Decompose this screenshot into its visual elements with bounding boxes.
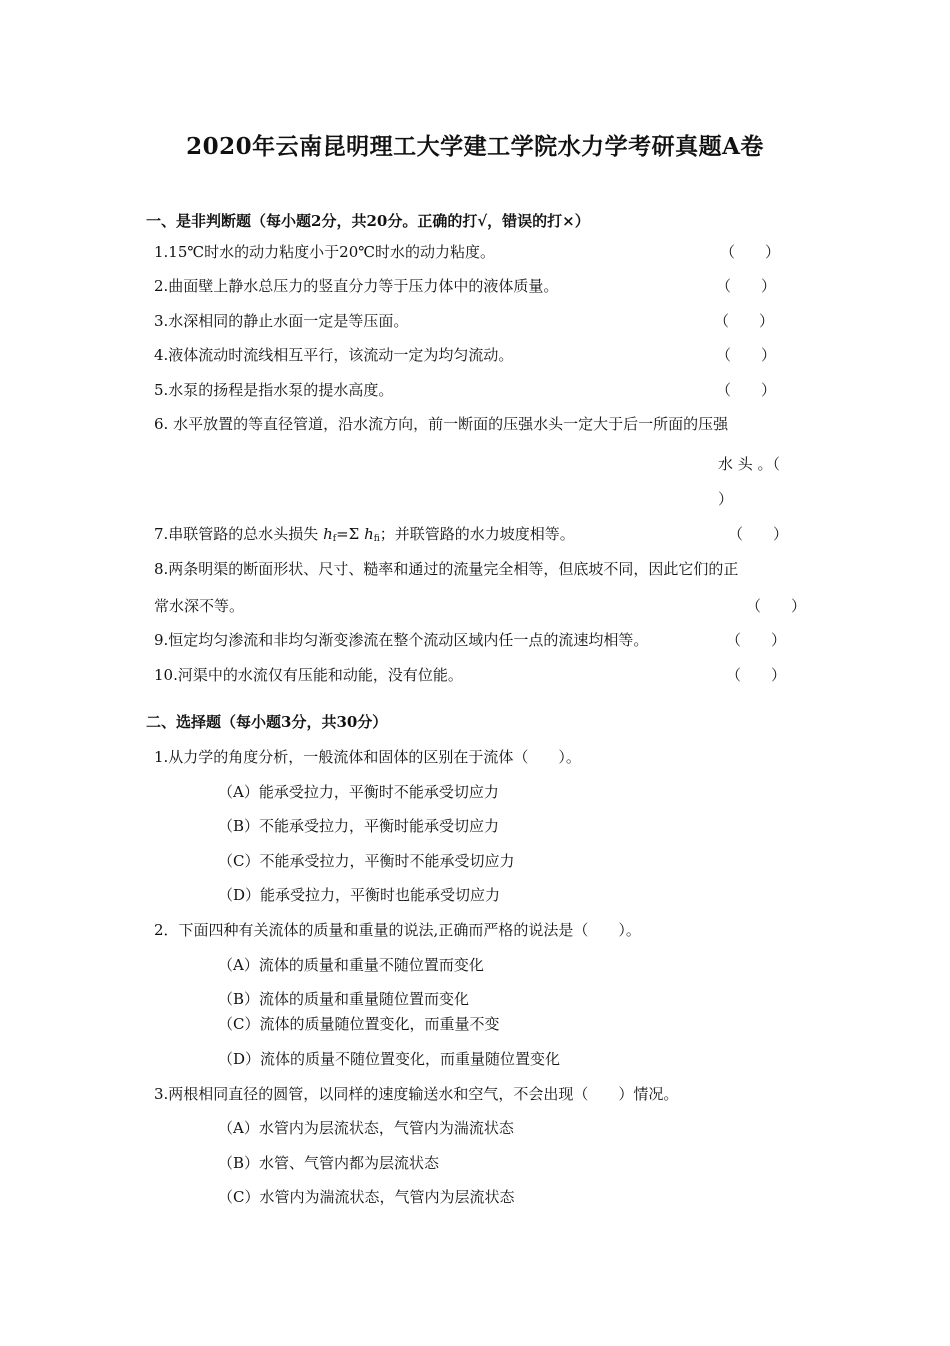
mc-question-2-option-d: （D）流体的质量不随位置变化，而重量随位置变化 — [218, 1050, 561, 1068]
mc-question-2-stem: 2．下面四种有关流体的质量和重量的说法,正确而严格的说法是（ ）。 — [154, 921, 641, 939]
mc-question-2-option-b: （B）流体的质量和重量随位置而变化 — [218, 990, 470, 1008]
tf-question-8-line2: 常水深不等。 — [154, 597, 245, 615]
section-heading-multiple-choice: 二、选择题（每小题3分，共30分） — [146, 713, 388, 731]
tf-question-4: 4.液体流动时流线相互平行，该流动一定为均匀流动。 — [154, 346, 514, 364]
tf-question-7-h2: h — [364, 525, 374, 543]
tf-question-3: 3.水深相同的静止水面一定是等压面。 — [154, 312, 409, 330]
mc-question-1-option-c: （C）不能承受拉力，平衡时不能承受切应力 — [218, 852, 515, 870]
tf-answer-blank-8: （ ） — [746, 597, 807, 615]
tf-question-7-mid: =Σ — [336, 525, 360, 543]
tf-question-8-line1: 8.两条明渠的断面形状、尺寸、糙率和通过的流量完全相等，但底坡不同，因此它们的正 — [154, 560, 739, 578]
tf-question-10: 10.河渠中的水流仅有压能和动能，没有位能。 — [154, 666, 463, 684]
tf-question-7-suffix: ；并联管路的水力坡度相等。 — [379, 525, 575, 543]
tf-question-6-line2: 水 头 。（ — [718, 455, 781, 473]
tf-answer-blank-1: （ ） — [720, 243, 781, 261]
tf-answer-blank-10: （ ） — [726, 666, 787, 684]
mc-question-1-option-a: （A）能承受拉力，平衡时不能承受切应力 — [218, 783, 499, 801]
mc-question-1-stem: 1.从力学的角度分析，一般流体和固体的区别在于流体（ ）。 — [154, 748, 581, 766]
section-heading-true-false: 一、是非判断题（每小题2分，共20分。正确的打√，错误的打×） — [146, 212, 590, 230]
tf-question-6-line3: ） — [718, 490, 734, 508]
tf-question-9: 9.恒定均匀渗流和非均匀渐变渗流在整个流动区域内任一点的流速均相等。 — [154, 631, 649, 649]
tf-question-7-sub1: f — [332, 534, 337, 544]
mc-question-2-option-a: （A）流体的质量和重量不随位置而变化 — [218, 956, 484, 974]
tf-answer-blank-4: （ ） — [716, 346, 777, 364]
tf-question-7-prefix: 7.串联管路的总水头损失 — [154, 525, 324, 543]
mc-question-1-option-b: （B）不能承受拉力，平衡时能承受切应力 — [218, 817, 500, 835]
tf-answer-blank-5: （ ） — [716, 381, 777, 399]
page-title: 2020年云南昆明理工大学建工学院水力学考研真题A卷 — [186, 133, 764, 160]
mc-question-3-option-b: （B）水管、气管内都为层流状态 — [218, 1154, 440, 1172]
mc-question-3-option-c: （C）水管内为湍流状态，气管内为层流状态 — [218, 1188, 515, 1206]
tf-answer-blank-3: （ ） — [714, 312, 775, 330]
tf-question-7-h1: h — [323, 525, 333, 543]
tf-answer-blank-2: （ ） — [716, 277, 777, 295]
tf-answer-blank-7: （ ） — [728, 525, 789, 543]
tf-question-7-sub2: fi — [373, 534, 380, 544]
tf-answer-blank-9: （ ） — [726, 631, 787, 649]
tf-question-1: 1.15℃时水的动力粘度小于20℃时水的动力粘度。 — [154, 243, 496, 261]
mc-question-1-option-d: （D）能承受拉力，平衡时也能承受切应力 — [218, 886, 501, 904]
mc-question-2-option-c: （C）流体的质量随位置变化，而重量不变 — [218, 1015, 500, 1033]
tf-question-5: 5.水泵的扬程是指水泵的提水高度。 — [154, 381, 394, 399]
mc-question-3-option-a: （A）水管内为层流状态，气管内为湍流状态 — [218, 1119, 514, 1137]
tf-question-2: 2.曲面壁上静水总压力的竖直分力等于压力体中的液体质量。 — [154, 277, 559, 295]
mc-question-3-stem: 3.两根相同直径的圆管，以同样的速度输送水和空气，不会出现（ ）情况。 — [154, 1085, 679, 1103]
tf-question-7 — [154, 523, 575, 544]
tf-question-6-line1: 6. 水平放置的等直径管道，沿水流方向，前一断面的压强水头一定大于后一所面的压强 — [154, 415, 729, 433]
